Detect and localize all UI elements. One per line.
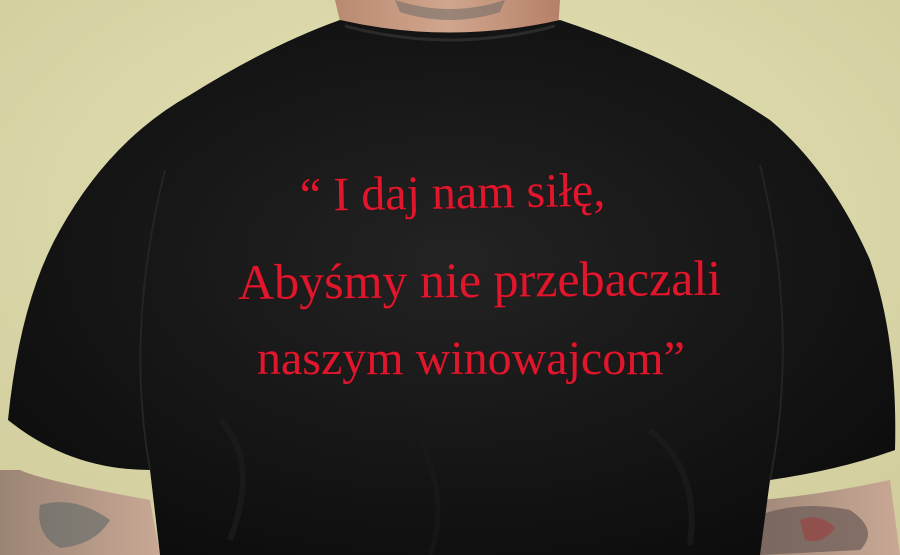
- print-line-2: Abyśmy nie przebaczali: [237, 249, 722, 310]
- print-line-3: naszym winowajcom”: [257, 332, 685, 385]
- print-line-1: “ I daj nam siłę,: [299, 163, 606, 222]
